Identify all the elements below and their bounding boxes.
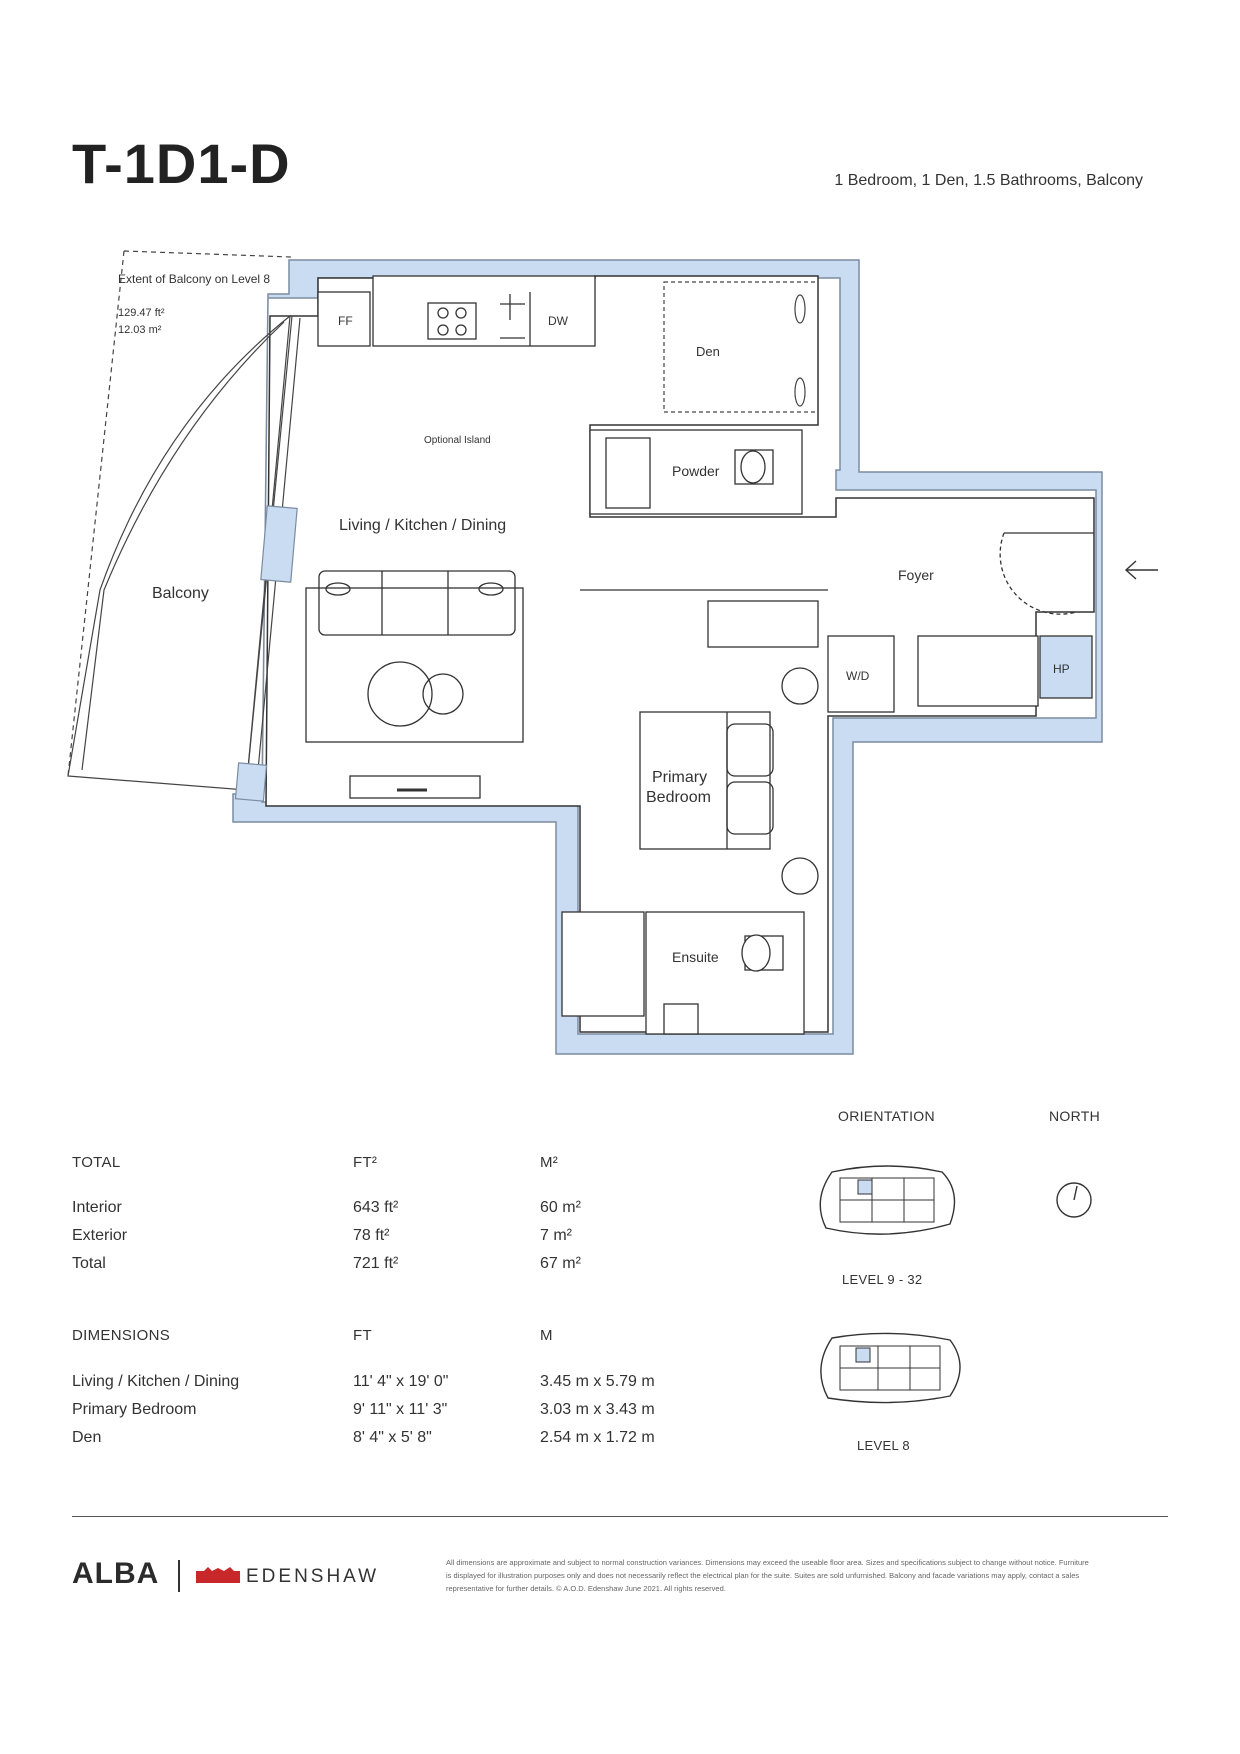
unit-summary: 1 Bedroom, 1 Den, 1.5 Bathrooms, Balcony xyxy=(834,172,1143,189)
dimension-row-label: Primary Bedroom xyxy=(72,1401,197,1418)
dimensions-col-m: M xyxy=(540,1327,553,1344)
areas-col-m: M² xyxy=(540,1154,559,1171)
room-label-foyer: Foyer xyxy=(898,567,934,583)
area-row-label: Interior xyxy=(72,1199,122,1216)
dimension-row-label: Den xyxy=(72,1429,102,1446)
dimension-row-ft: 11' 4" x 19' 0" xyxy=(353,1373,449,1390)
fixture-washer-dryer: W/D xyxy=(846,669,870,683)
footer-rule xyxy=(72,1516,1168,1517)
area-row-ft: 78 ft² xyxy=(353,1227,390,1244)
dimension-row-m: 2.54 m x 1.72 m xyxy=(540,1429,655,1446)
north-heading: NORTH xyxy=(1049,1108,1101,1124)
north-compass-icon xyxy=(1054,1180,1094,1220)
dimension-row-m: 3.45 m x 5.79 m xyxy=(540,1373,655,1390)
area-row-ft: 643 ft² xyxy=(353,1199,399,1216)
dimension-row-ft: 8' 4" x 5' 8" xyxy=(353,1429,432,1446)
fixture-fridge: FF xyxy=(338,314,353,328)
room-label-primary-1: Primary xyxy=(652,769,708,786)
balcony-extent-note: Extent of Balcony on Level 8 xyxy=(118,272,271,286)
area-row-label: Exterior xyxy=(72,1227,128,1244)
room-label-island: Optional Island xyxy=(424,435,491,446)
dimension-row-m: 3.03 m x 3.43 m xyxy=(540,1401,655,1418)
dimension-row-ft: 9' 11" x 11' 3" xyxy=(353,1401,448,1418)
keyplan-level-8 xyxy=(810,1330,970,1410)
room-label-ensuite: Ensuite xyxy=(672,949,719,965)
room-label-powder: Powder xyxy=(672,463,720,479)
fixture-dishwasher: DW xyxy=(548,314,568,328)
room-label-primary-2: Bedroom xyxy=(646,789,711,806)
room-label-den: Den xyxy=(696,344,720,359)
area-row-ft: 721 ft² xyxy=(353,1255,399,1272)
balcony-extent-sqm: 12.03 m² xyxy=(118,324,162,336)
area-row-m: 60 m² xyxy=(540,1199,581,1216)
area-row-label: Total xyxy=(72,1255,106,1272)
brand-logo: ALBA xyxy=(72,1557,160,1590)
balcony-extent-sqft: 129.47 ft² xyxy=(118,307,165,319)
keyplan-level-b-label: LEVEL 8 xyxy=(857,1438,910,1453)
dimensions-heading: DIMENSIONS xyxy=(72,1327,171,1344)
area-row-m: 7 m² xyxy=(540,1227,572,1244)
developer-name: EDENSHAW xyxy=(246,1566,380,1587)
dimension-row-label: Living / Kitchen / Dining xyxy=(72,1373,240,1390)
areas-col-ft: FT² xyxy=(353,1154,378,1171)
room-label-living: Living / Kitchen / Dining xyxy=(339,517,507,534)
dimensions-col-ft: FT xyxy=(353,1327,372,1344)
areas-heading: TOTAL xyxy=(72,1154,121,1171)
brand-divider xyxy=(178,1560,180,1592)
orientation-heading: ORIENTATION xyxy=(838,1108,935,1124)
edenshaw-logo-icon xyxy=(196,1567,240,1583)
keyplan-level-a-label: LEVEL 9 - 32 xyxy=(842,1272,923,1287)
room-label-balcony: Balcony xyxy=(152,585,209,602)
fixture-heat-pump: HP xyxy=(1053,662,1070,676)
ensuite-room xyxy=(562,912,804,1034)
unit-title: T-1D1-D xyxy=(72,132,291,195)
keyplan-level-9-32 xyxy=(812,1162,962,1242)
entry-arrow-icon xyxy=(1126,561,1158,579)
area-row-m: 67 m² xyxy=(540,1255,581,1272)
legal-disclaimer: All dimensions are approximate and subject to normal construction variances. Dimensions may exceed the useable floor area. Sizes and specifications subject to change without notice. Furniture is displayed for illustration purposes only and does not necessarily reflect the electrical plan for the suite. Suites are sold unfurnished. Balcony and facade variations may apply, contact a sales representative for further details. © A.O.D. Edenshaw June 2021. All rights reserved. xyxy=(446,1558,1089,1593)
